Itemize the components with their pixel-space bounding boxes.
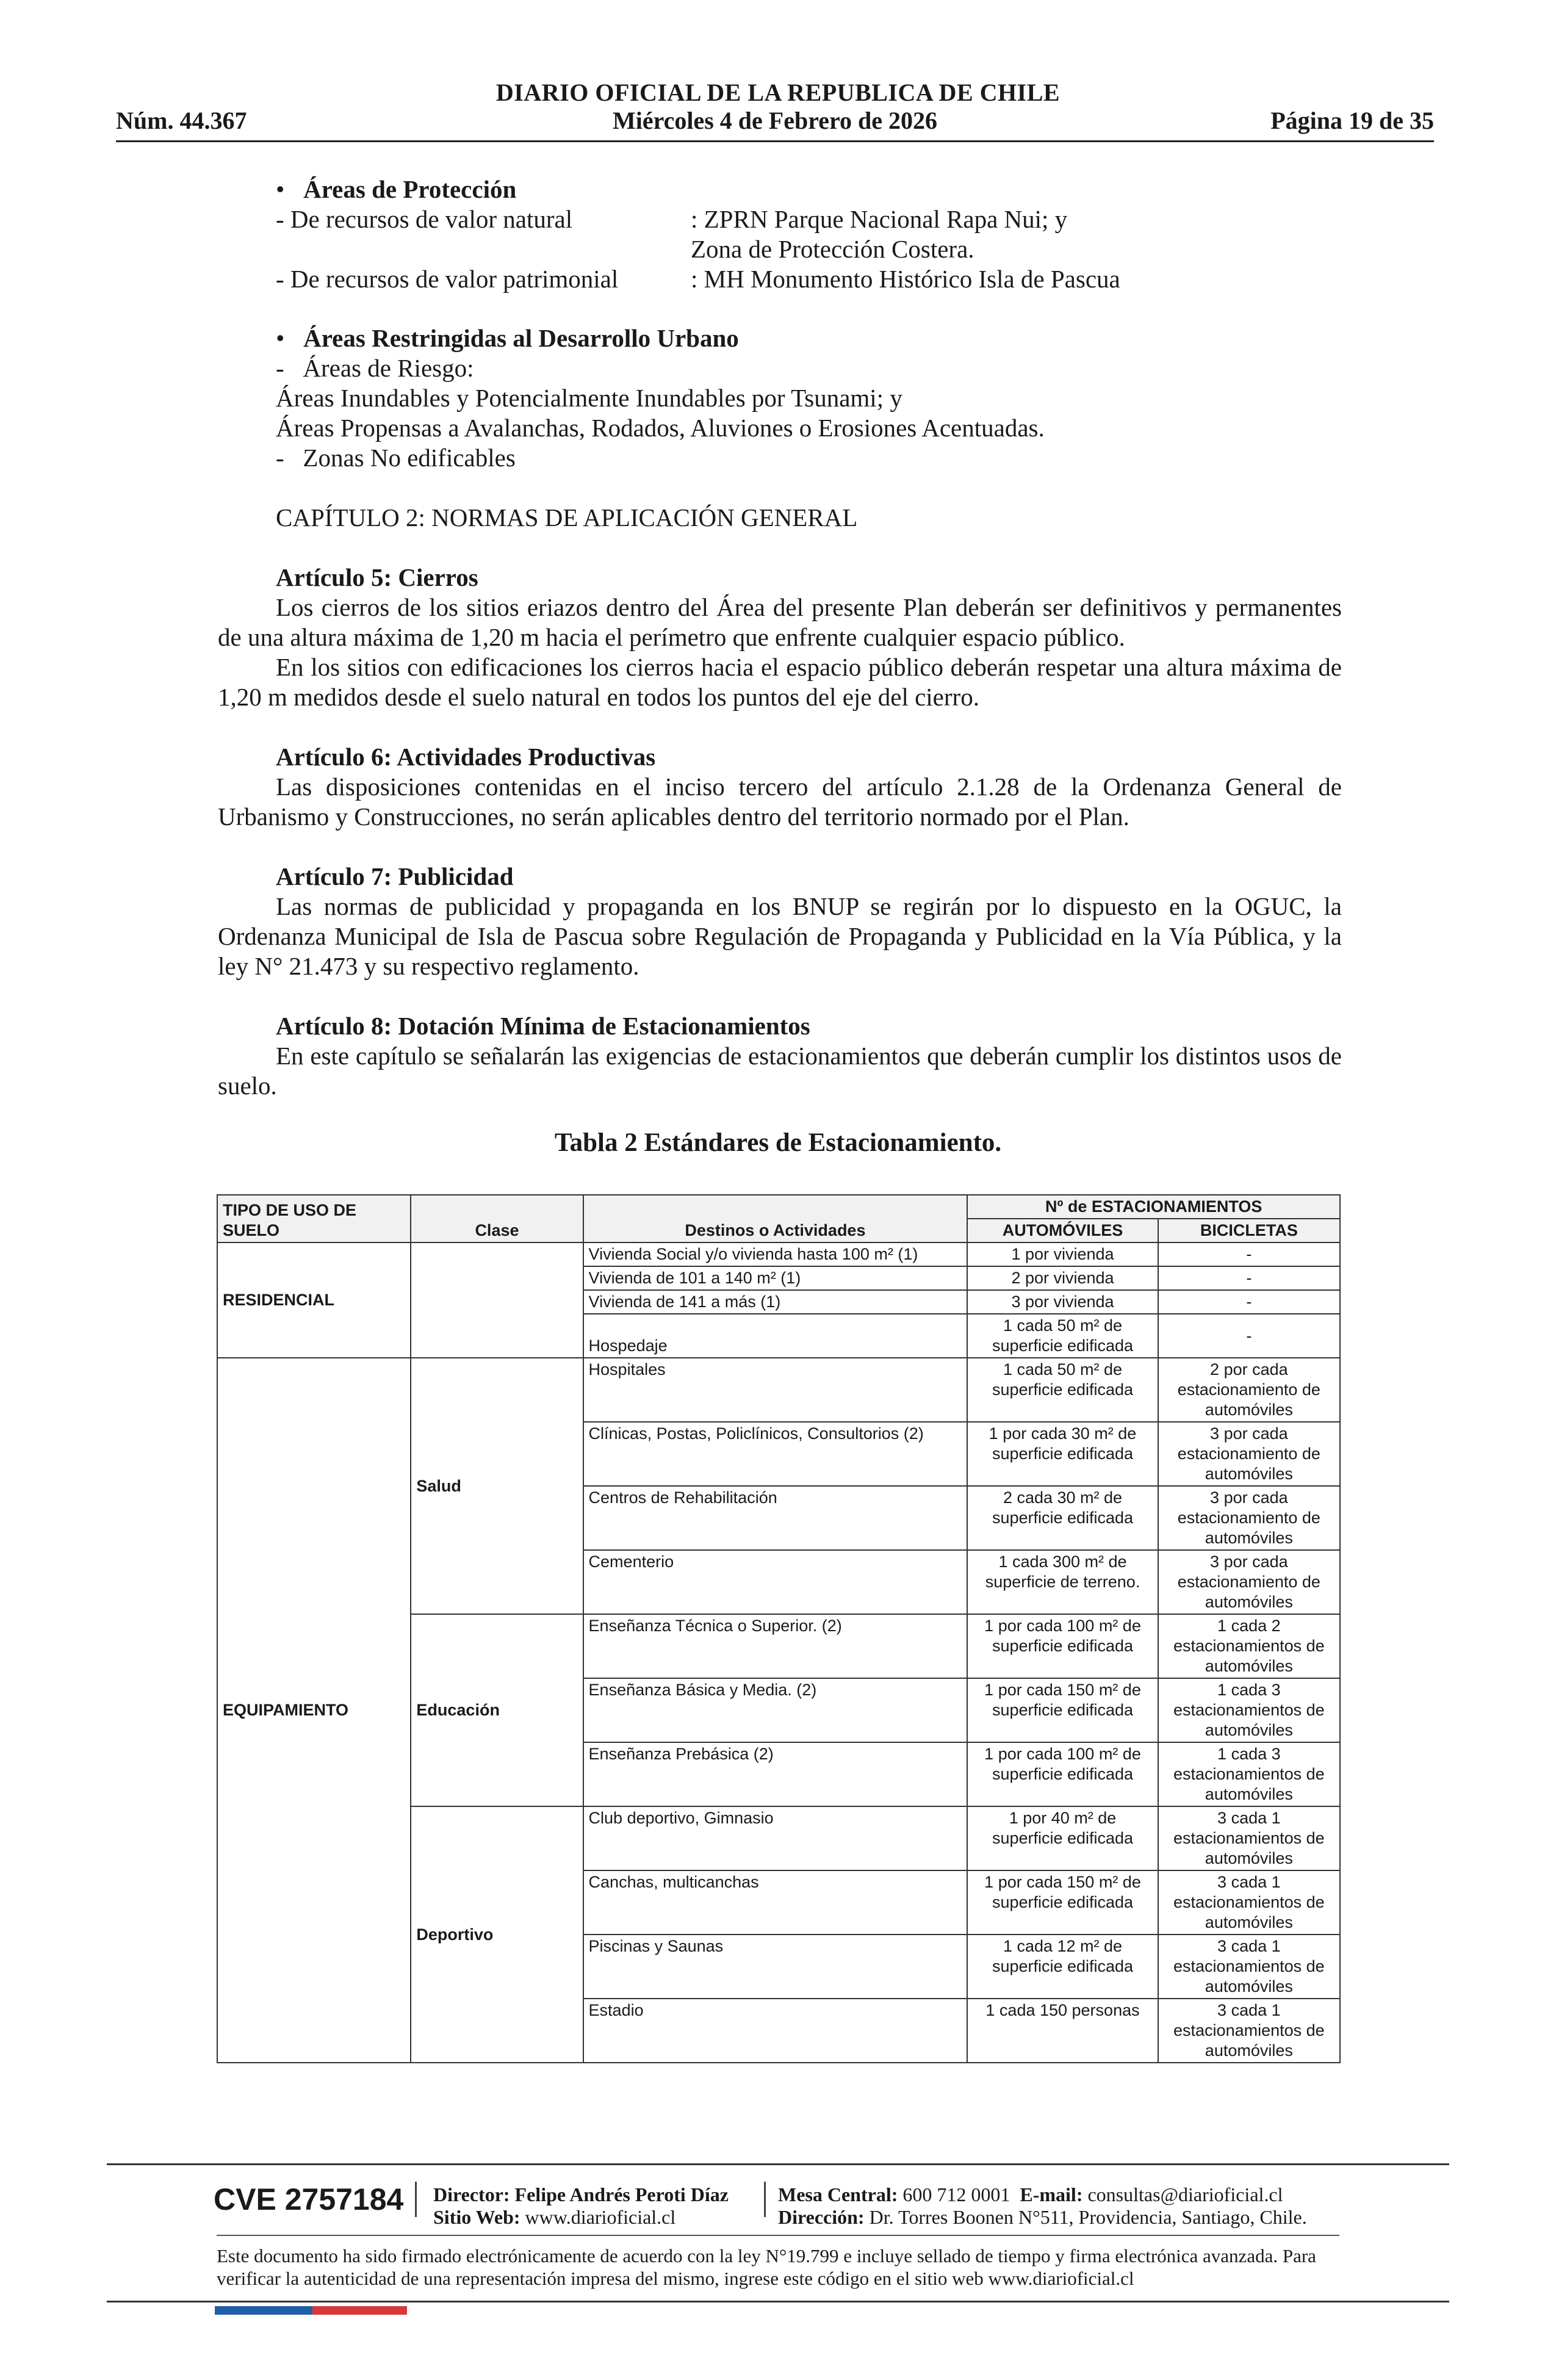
restricted-line-4: - Zonas No edificables (276, 444, 516, 472)
page-number: Página 19 de 35 (1270, 107, 1434, 134)
header-n-estacionamientos: Nº de ESTACIONAMIENTOS (967, 1195, 1340, 1219)
header-row (116, 106, 1434, 137)
address-label: Dirección: (778, 2206, 865, 2228)
destino-cell: Cementerio (583, 1550, 968, 1614)
article-7-title: Artículo 7: Publicidad (276, 862, 514, 890)
destino-cell: Enseñanza Prebásica (2) (583, 1742, 968, 1806)
destino-cell: Vivienda de 141 a más (1) (583, 1290, 968, 1314)
table-title: Tabla 2 Estándares de Estacionamiento. (554, 1128, 1002, 1157)
article-5-paragraph-1: Los cierros de los sitios eriazos dentro del Área del presente Plan deberán ser definitivos y permanentes de una altura máxima de 1,20 m hacia el perímetro que enfrente cualquier espacio público. (218, 593, 1342, 651)
director-name: Felipe Andrés Peroti Díaz (514, 2183, 729, 2205)
footer-divider-middle (217, 2235, 1339, 2236)
clase-residencial (411, 1242, 583, 1358)
destino-cell: Canchas, multicanchas (583, 1870, 968, 1935)
autos-cell: 1 por 40 m² de superficie edificada (967, 1806, 1158, 1870)
bicis-cell: 3 cada 1 estacionamientos de automóviles (1158, 1870, 1340, 1935)
chapter-title: CAPÍTULO 2: NORMAS DE APLICACIÓN GENERAL (276, 503, 858, 532)
legal-notice: Este documento ha sido firmado electrónicamente de acuerdo con la ley N°19.799 e incluye sellado de tiempo y firma electrónica avanzada. Para verificar la autenticidad de una representación impresa del mismo, ingrese este código en el sitio web www.diarioficial.cl (217, 2245, 1316, 2289)
footer-contact-block (778, 2183, 1307, 2229)
natural-value: : ZPRN Parque Nacional Rapa Nui; y (691, 205, 1068, 233)
parking-standards-table (217, 1194, 1341, 2063)
restricted-line-3: Áreas Propensas a Avalanchas, Rodados, Aluviones o Erosiones Acentuadas. (276, 414, 1045, 442)
destino-cell: Vivienda Social y/o vivienda hasta 100 m² (1) (583, 1242, 968, 1266)
autos-cell: 1 por cada 100 m² de superficie edificada (967, 1742, 1158, 1806)
restricted-line-2: Áreas Inundables y Potencialmente Inundables por Tsunami; y (276, 384, 902, 412)
bicis-cell: 1 cada 3 estacionamientos de automóviles (1158, 1742, 1340, 1806)
bullet: • (276, 175, 285, 203)
natural-label: - De recursos de valor natural (276, 205, 573, 233)
natural-value-2: Zona de Protección Costera. (691, 235, 974, 263)
bicis-cell: 3 por cada estacionamiento de automóviles (1158, 1422, 1340, 1486)
protection-heading: Áreas de Protección (303, 175, 517, 203)
bicis-cell: 3 cada 1 estacionamientos de automóviles (1158, 1999, 1340, 2063)
clase-salud: Salud (411, 1358, 583, 1614)
address-value: Dr. Torres Boonen N°511, Providencia, Santiago, Chile. (869, 2206, 1307, 2228)
autos-cell: 1 por vivienda (967, 1242, 1158, 1266)
director-label: Director: (433, 2183, 510, 2205)
bicis-cell: 3 cada 1 estacionamientos de automóviles (1158, 1935, 1340, 1999)
header-bicicletas: BICICLETAS (1158, 1219, 1340, 1242)
article-5-paragraph-2: En los sitios con edificaciones los cierros hacia el espacio público deberán respetar una altura máxima de 1,20 m medidos desde el suelo natural en todos los puntos del eje del cierro. (218, 653, 1342, 711)
table-header-row (217, 1195, 1340, 1219)
bicis-cell: 3 por cada estacionamiento de automóviles (1158, 1486, 1340, 1550)
issue-number: Núm. 44.367 (116, 107, 247, 134)
header-destinos: Destinos o Actividades (583, 1195, 968, 1242)
bicis-cell: - (1158, 1314, 1340, 1358)
issue-date: Miércoles 4 de Febrero de 2026 (612, 107, 938, 134)
header-clase: Clase (411, 1195, 583, 1242)
article-8-paragraph: En este capítulo se señalarán las exigencias de estacionamientos que deberán cumplir los distintos usos de suelo. (218, 1042, 1342, 1100)
table-row (217, 1242, 1340, 1266)
header-tipo: TIPO DE USO DE SUELO (217, 1195, 411, 1242)
web-label: Sitio Web: (433, 2206, 520, 2228)
article-6-title: Artículo 6: Actividades Productivas (276, 743, 656, 771)
destino-cell: Piscinas y Saunas (583, 1935, 968, 1999)
autos-cell: 1 cada 12 m² de superficie edificada (967, 1935, 1158, 1999)
cve-code: CVE 2757184 (214, 2182, 404, 2216)
autos-cell: 1 cada 150 personas (967, 1999, 1158, 2063)
footer-separator (764, 2182, 766, 2217)
bicis-cell: - (1158, 1242, 1340, 1266)
destino-cell: Clínicas, Postas, Policlínicos, Consultorios (2) (583, 1422, 968, 1486)
bicis-cell: 3 cada 1 estacionamientos de automóviles (1158, 1806, 1340, 1870)
mesa-phone: 600 712 0001 (902, 2183, 1010, 2205)
destino-cell: Vivienda de 101 a 140 m² (1) (583, 1266, 968, 1290)
autos-cell: 1 cada 300 m² de superficie de terreno. (967, 1550, 1158, 1614)
protection-title (276, 175, 516, 204)
autos-cell: 1 por cada 150 m² de superficie edificada (967, 1678, 1158, 1742)
mesa-label: Mesa Central: (778, 2183, 898, 2205)
publication-title: DIARIO OFICIAL DE LA REPUBLICA DE CHILE (495, 79, 1061, 106)
destino-cell: Hospedaje (583, 1314, 968, 1358)
restricted-line-1: - Áreas de Riesgo: (276, 354, 474, 382)
footer-divider-bottom (107, 2301, 1449, 2302)
autos-cell: 1 por cada 100 m² de superficie edificada (967, 1614, 1158, 1678)
patrimonial-row (276, 264, 1191, 294)
natural-row (276, 204, 1191, 234)
autos-cell: 2 por vivienda (967, 1266, 1158, 1290)
bicis-cell: 1 cada 3 estacionamientos de automóviles (1158, 1678, 1340, 1742)
destino-cell: Estadio (583, 1999, 968, 2063)
clase-educacion: Educación (411, 1614, 583, 1806)
article-5-title: Artículo 5: Cierros (276, 563, 478, 591)
restricted-heading: Áreas Restringidas al Desarrollo Urbano (303, 324, 739, 352)
autos-cell: 2 cada 30 m² de superficie edificada (967, 1486, 1158, 1550)
tipo-residencial: RESIDENCIAL (217, 1242, 411, 1358)
destino-cell: Centros de Rehabilitación (583, 1486, 968, 1550)
flag-stripe-red (312, 2306, 407, 2315)
bicis-cell: 3 por cada estacionamiento de automóviles (1158, 1550, 1340, 1614)
table-row (217, 1358, 1340, 1422)
email-label: E-mail: (1020, 2183, 1083, 2205)
patrimonial-value: : MH Monumento Histórico Isla de Pascua (691, 265, 1120, 293)
autos-cell: 1 por cada 30 m² de superficie edificada (967, 1422, 1158, 1486)
bullet: • (276, 324, 285, 352)
bicis-cell: - (1158, 1266, 1340, 1290)
autos-cell: 1 por cada 150 m² de superficie edificada (967, 1870, 1158, 1935)
autos-cell: 1 cada 50 m² de superficie edificada (967, 1358, 1158, 1422)
autos-cell: 1 cada 50 m² de superficie edificada (967, 1314, 1158, 1358)
bicis-cell: - (1158, 1290, 1340, 1314)
email-link[interactable]: consultas@diarioficial.cl (1087, 2183, 1283, 2205)
destino-cell: Enseñanza Técnica o Superior. (2) (583, 1614, 968, 1678)
tipo-equipamiento: EQUIPAMIENTO (217, 1358, 411, 2063)
web-link[interactable]: www.diarioficial.cl (525, 2206, 676, 2228)
autos-cell: 3 por vivienda (967, 1290, 1158, 1314)
patrimonial-label: - De recursos de valor patrimonial (276, 265, 619, 293)
footer-director-block (433, 2183, 729, 2229)
article-7-paragraph: Las normas de publicidad y propaganda en los BNUP se regirán por lo dispuesto en la OGUC, la Ordenanza Municipal de Isla de Pascua sobre Regulación de Propaganda y Publicidad en la Vía Pública, y la ley N° 21.473 y su respectivo reglamento. (218, 892, 1342, 980)
footer-separator (415, 2182, 417, 2217)
header-automoviles: AUTOMÓVILES (967, 1219, 1158, 1242)
flag-stripe-blue (215, 2306, 312, 2315)
header-divider (116, 140, 1434, 142)
clase-deportivo: Deportivo (411, 1806, 583, 2063)
bicis-cell: 2 por cada estacionamiento de automóviles (1158, 1358, 1340, 1422)
footer-divider-top (107, 2163, 1449, 2165)
restricted-title (276, 323, 739, 353)
destino-cell: Club deportivo, Gimnasio (583, 1806, 968, 1870)
bicis-cell: 1 cada 2 estacionamientos de automóviles (1158, 1614, 1340, 1678)
article-8-title: Artículo 8: Dotación Mínima de Estacionamientos (276, 1012, 810, 1040)
destino-cell: Enseñanza Básica y Media. (2) (583, 1678, 968, 1742)
destino-cell: Hospitales (583, 1358, 968, 1422)
article-6-paragraph: Las disposiciones contenidas en el inciso tercero del artículo 2.1.28 de la Ordenanza General de Urbanismo y Construcciones, no serán aplicables dentro del territorio normado por el Plan. (218, 773, 1342, 831)
